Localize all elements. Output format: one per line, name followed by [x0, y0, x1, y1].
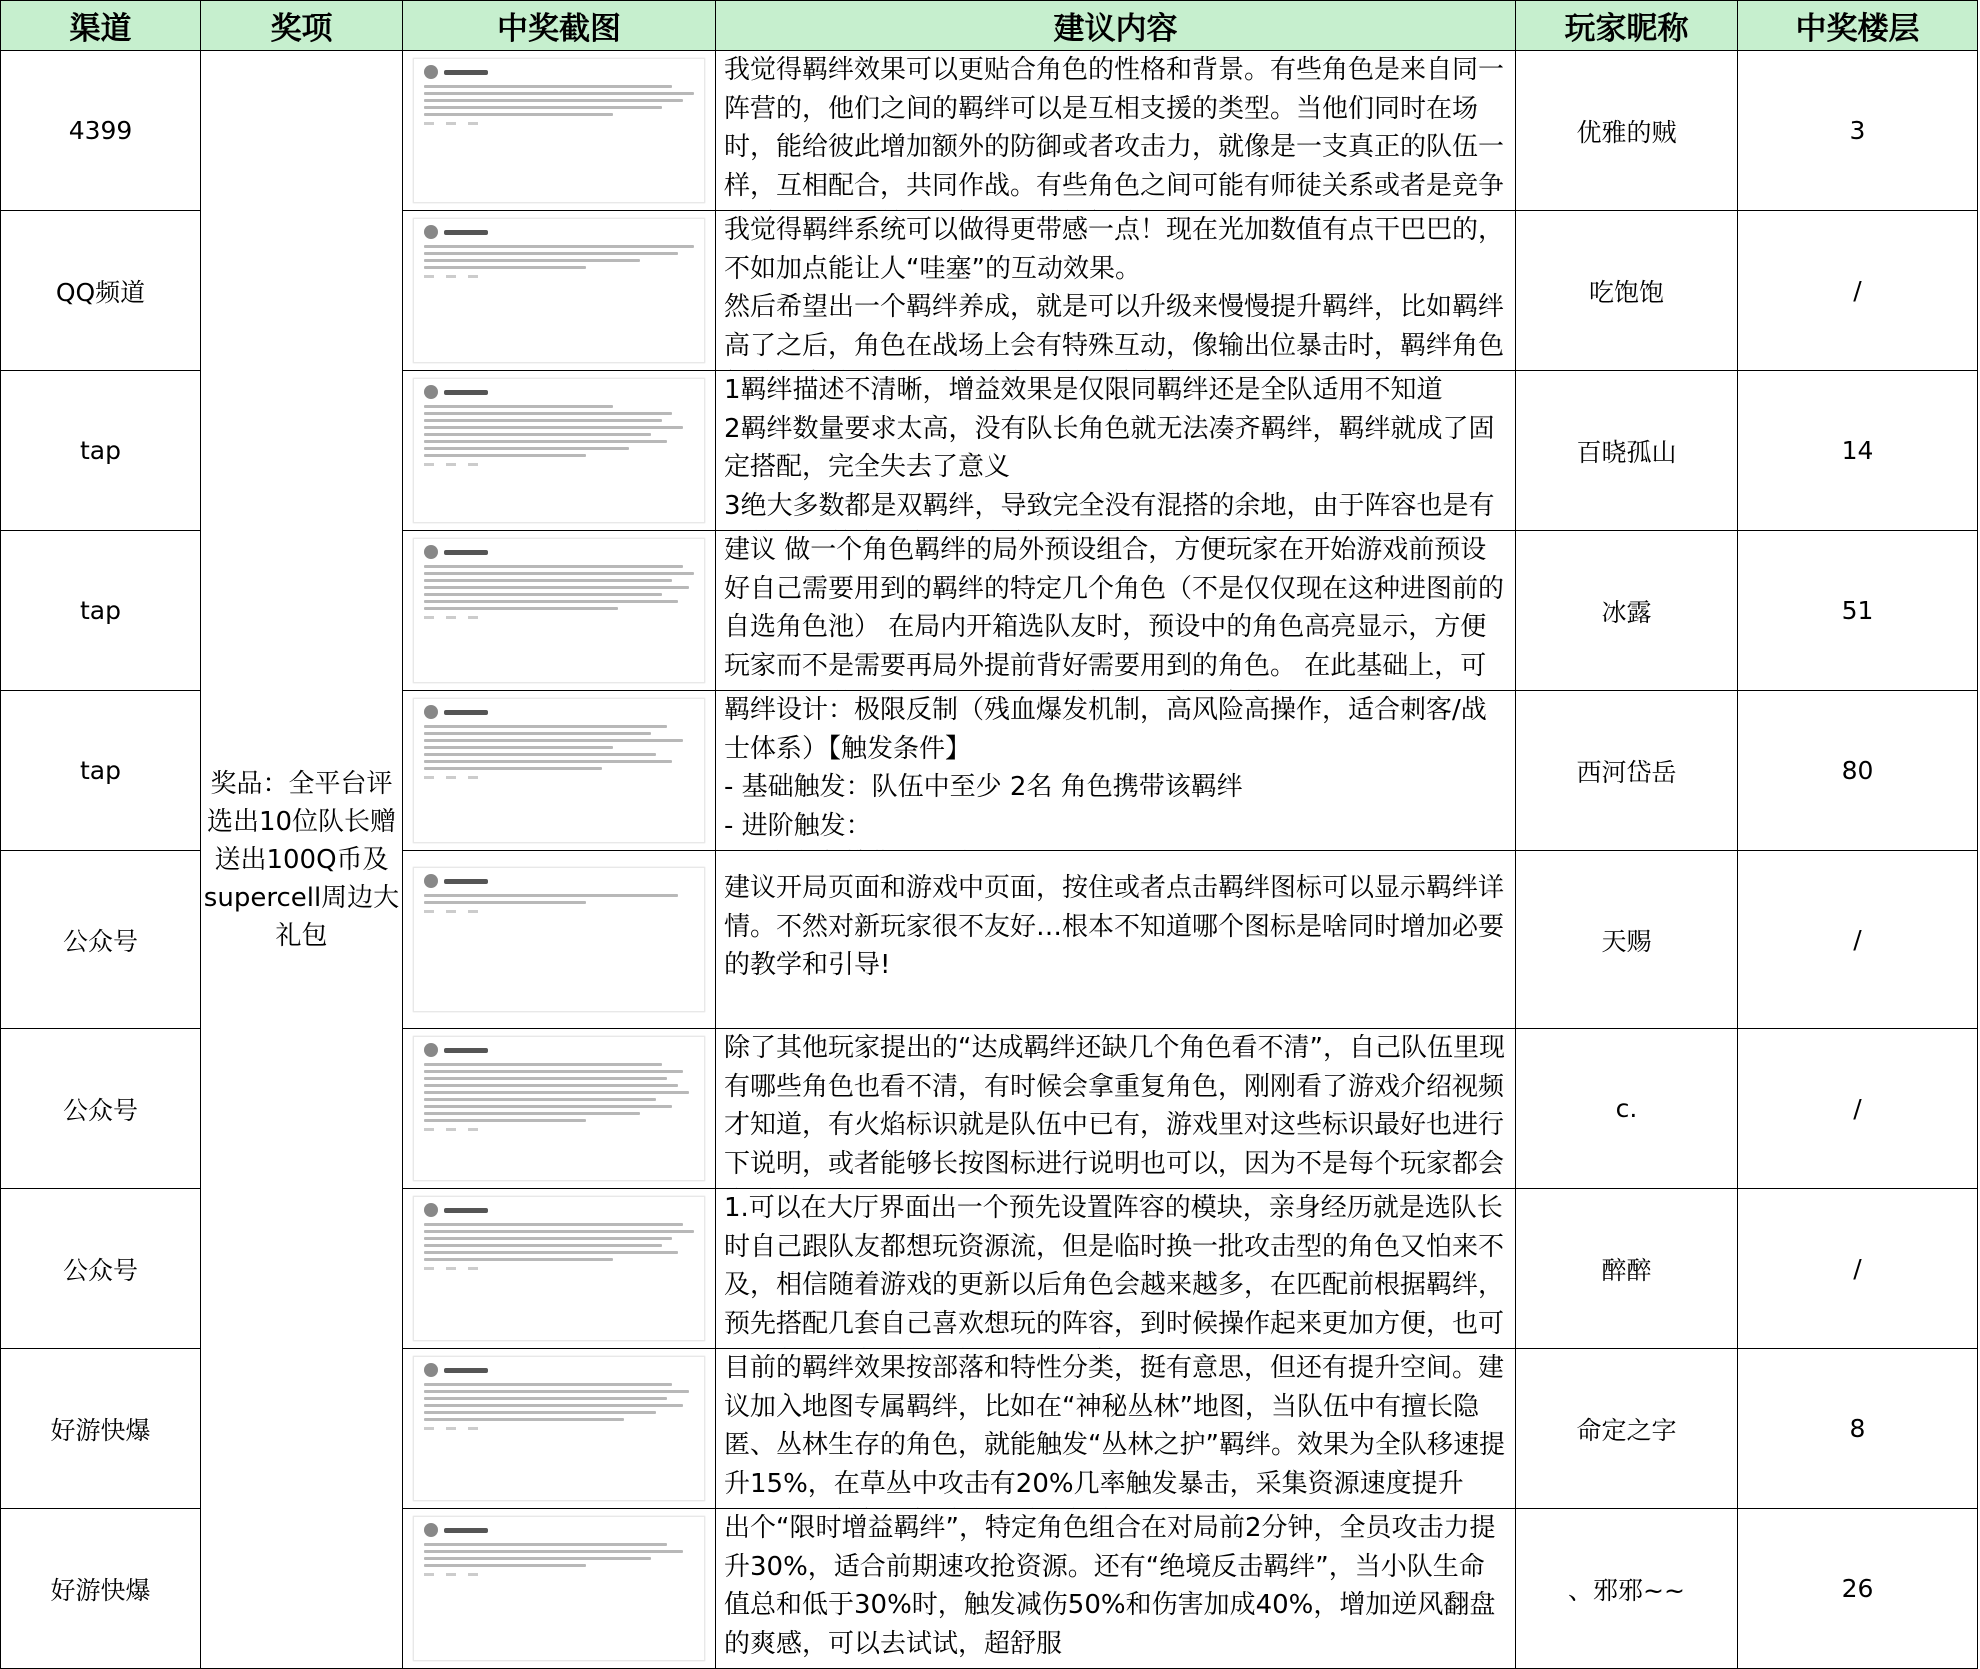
suggestion-text: 建议 做一个角色羁绊的局外预设组合，方便玩家在开始游戏前预设好自己需要用到的羁绊的特定几个角色（不是仅仅现在这种进图前的自选角色池） 在局内开箱选队友时，预设中的角色高亮显示，方便玩家而不是需要再局外提前背好需要用到的角色。 在此基础上，可	[724, 535, 1505, 681]
avatar	[424, 1203, 438, 1217]
floor-cell: 26	[1738, 1509, 1978, 1669]
avatar	[424, 705, 438, 719]
channel-cell: 4399	[1, 51, 201, 211]
header-prize: 奖项	[201, 1, 403, 51]
screenshot-cell	[403, 1349, 716, 1509]
floor-cell: /	[1738, 851, 1978, 1029]
nickname-cell: 天赐	[1516, 851, 1738, 1029]
screenshot-cell	[403, 851, 716, 1029]
comment-screenshot-thumbnail[interactable]	[413, 698, 705, 843]
nickname-cell: 命定之字	[1516, 1349, 1738, 1509]
channel-cell: tap	[1, 371, 201, 531]
screenshot-cell	[403, 1029, 716, 1189]
suggestion-cell	[716, 371, 1516, 531]
suggestion-text: 我觉得羁绊系统可以做得更带感一点！现在光加数值有点干巴巴的，不如加点能让人“哇塞”的互动效果。 然后希望出一个羁绊养成，就是可以升级来慢慢提升羁绊，比如羁绊高了之后，角色在战场上会有特殊互动，像输出位暴击时，羁绊角色	[724, 215, 1505, 361]
floor-cell: 14	[1738, 371, 1978, 531]
header-nickname: 玩家昵称	[1516, 1, 1738, 51]
screenshot-cell	[403, 1189, 716, 1349]
nickname-cell: 冰露	[1516, 531, 1738, 691]
channel-cell: tap	[1, 691, 201, 851]
suggestion-cell	[716, 1509, 1516, 1669]
screenshot-cell	[403, 691, 716, 851]
channel-cell: QQ频道	[1, 211, 201, 371]
suggestion-text: 出个“限时增益羁绊”，特定角色组合在对局前2分钟，全员攻击力提升30%，适合前期速攻抢资源。还有“绝境反击羁绊”，当小队生命值总和低于30%时，触发减伤50%和伤害加成40%，增加逆风翻盘的爽感，可以去试试，超舒服	[724, 1513, 1496, 1659]
header-floor: 中奖楼层	[1738, 1, 1978, 51]
floor-cell: 51	[1738, 531, 1978, 691]
header-channel: 渠道	[1, 1, 201, 51]
screenshot-cell	[403, 531, 716, 691]
floor-cell: 80	[1738, 691, 1978, 851]
nickname-cell: 百晓孤山	[1516, 371, 1738, 531]
avatar	[424, 65, 438, 79]
channel-cell: 公众号	[1, 1029, 201, 1189]
comment-screenshot-thumbnail[interactable]	[413, 1356, 705, 1501]
channel-cell: 好游快爆	[1, 1349, 201, 1509]
suggestion-text: 我觉得羁绊效果可以更贴合角色的性格和背景。有些角色是来自同一阵营的，他们之间的羁绊可以是互相支援的类型。当他们同时在场时，能给彼此增加额外的防御或者攻击力，就像是一支真正的队伍一样，互相配合，共同作战。有些角色之间可能有师徒关系或者是竞争	[724, 55, 1505, 201]
suggestion-cell	[716, 1029, 1516, 1189]
comment-screenshot-thumbnail[interactable]	[413, 218, 705, 363]
nickname-cell: 醉醉	[1516, 1189, 1738, 1349]
comment-screenshot-thumbnail[interactable]	[413, 378, 705, 523]
nickname-cell: 优雅的贼	[1516, 51, 1738, 211]
suggestion-cell	[716, 531, 1516, 691]
channel-cell: tap	[1, 531, 201, 691]
header-row	[1, 1, 1978, 51]
avatar	[424, 1043, 438, 1057]
channel-cell: 公众号	[1, 851, 201, 1029]
suggestion-text: 目前的羁绊效果按部落和特性分类，挺有意思，但还有提升空间。建议加入地图专属羁绊，比如在“神秘丛林”地图，当队伍中有擅长隐匿、丛林生存的角色，就能触发“丛林之护”羁绊。效果为全队移速提升15%，在草丛中攻击有20%几率触发暴击，采集资源速度提升	[724, 1353, 1505, 1499]
suggestion-text: 1.可以在大厅界面出一个预先设置阵容的模块，亲身经历就是选队长时自己跟队友都想玩资源流，但是临时换一批攻击型的角色又怕来不及，相信随着游戏的更新以后角色会越来越多，在匹配前根据羁绊，预先搭配几套自己喜欢想玩的阵容，到时候操作起来更加方便，也可	[724, 1193, 1505, 1339]
nickname-cell: 西河岱岳	[1516, 691, 1738, 851]
floor-cell: /	[1738, 1189, 1978, 1349]
floor-cell: 8	[1738, 1349, 1978, 1509]
floor-cell: 3	[1738, 51, 1978, 211]
channel-cell: 好游快爆	[1, 1509, 201, 1669]
avatar	[424, 1523, 438, 1537]
comment-screenshot-thumbnail[interactable]	[413, 1036, 705, 1181]
suggestion-text: 除了其他玩家提出的“达成羁绊还缺几个角色看不清”，自己队伍里现有哪些角色也看不清，有时候会拿重复角色，刚刚看了游戏介绍视频才知道，有火焰标识就是队伍中已有，游戏里对这些标识最好也进行下说明，或者能够长按图标进行说明也可以，因为不是每个玩家都会	[724, 1033, 1505, 1179]
suggestion-cell	[716, 211, 1516, 371]
channel-cell: 公众号	[1, 1189, 201, 1349]
header-suggestion: 建议内容	[716, 1, 1516, 51]
comment-screenshot-thumbnail[interactable]	[413, 538, 705, 683]
nickname-cell: 吃饱饱	[1516, 211, 1738, 371]
suggestion-text: 建议开局页面和游戏中页面，按住或者点击羁绊图标可以显示羁绊详情。不然对新玩家很不友好…根本不知道哪个图标是啥同时增加必要的教学和引导!	[724, 873, 1505, 980]
avatar	[424, 385, 438, 399]
suggestion-cell	[716, 51, 1516, 211]
prize-cell: 奖品：全平台评选出10位队长赠送出100Q币及supercell周边大礼包	[201, 51, 403, 1669]
floor-cell: /	[1738, 211, 1978, 371]
suggestion-cell	[716, 1189, 1516, 1349]
nickname-cell: 、邪邪~~	[1516, 1509, 1738, 1669]
suggestion-cell	[716, 1349, 1516, 1509]
suggestion-cell	[716, 851, 1516, 1029]
comment-screenshot-thumbnail[interactable]	[413, 1196, 705, 1341]
suggestion-text: 羁绊设计：极限反制（残血爆发机制，高风险高操作，适合刺客/战士体系）【触发条件】 - 基础触发：队伍中至少 2名 角色携带该羁绊 - 进阶触发：	[724, 695, 1487, 841]
screenshot-cell	[403, 371, 716, 531]
table-row	[1, 51, 1978, 211]
avatar	[424, 225, 438, 239]
nickname-cell: c.	[1516, 1029, 1738, 1189]
header-screenshot: 中奖截图	[403, 1, 716, 51]
floor-cell: /	[1738, 1029, 1978, 1189]
comment-screenshot-thumbnail[interactable]	[413, 867, 705, 1012]
suggestion-cell	[716, 691, 1516, 851]
avatar	[424, 1363, 438, 1377]
screenshot-cell	[403, 51, 716, 211]
screenshot-cell	[403, 211, 716, 371]
screenshot-cell	[403, 1509, 716, 1669]
comment-screenshot-thumbnail[interactable]	[413, 58, 705, 203]
avatar	[424, 545, 438, 559]
comment-screenshot-thumbnail[interactable]	[413, 1516, 705, 1661]
avatar	[424, 874, 438, 888]
suggestion-text: 1羁绊描述不清晰，增益效果是仅限同羁绊还是全队适用不知道 2羁绊数量要求太高，没有队长角色就无法凑齐羁绊，羁绊就成了固定搭配，完全失去了意义 3绝大多数都是双羁绊，导致完全没有混搭的余地，由于阵容也是有	[724, 375, 1495, 521]
